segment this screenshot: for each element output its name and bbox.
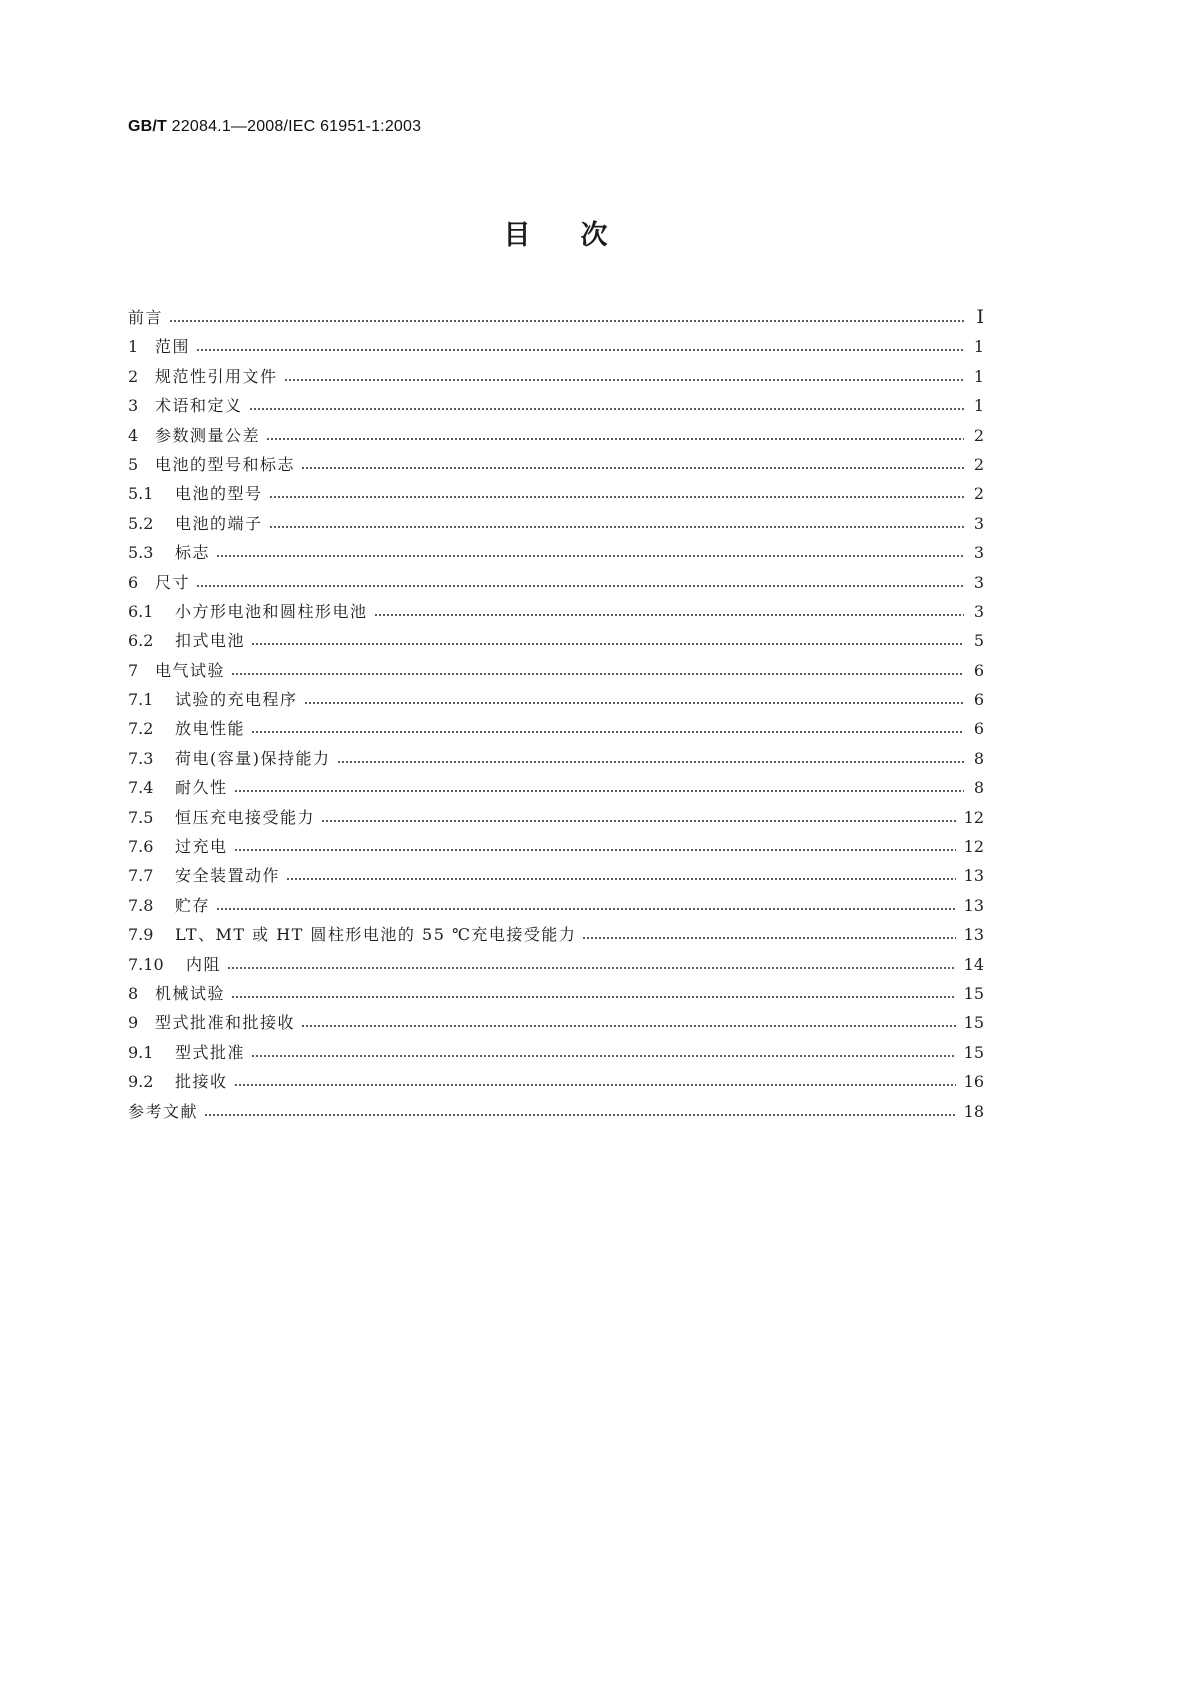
toc-entry[interactable] [128, 362, 984, 391]
toc-entry-page: 1 [973, 366, 984, 386]
toc-entry-number: 7.8 [128, 895, 154, 915]
toc-entry-number: 7.9 [128, 925, 154, 945]
toc-entry-page: 15 [963, 1042, 984, 1062]
toc-entry-title: 型式批准和批接收 [155, 1013, 296, 1033]
toc-entry-page: 13 [963, 925, 984, 945]
toc-entry-page: 12 [963, 807, 984, 827]
toc-entry-title: 荷电(容量)保持能力 [175, 748, 331, 768]
toc-entry-page: 3 [973, 572, 984, 592]
toc-dot-leader [286, 861, 960, 890]
toc-entry-page: 5 [973, 631, 984, 651]
toc-entry-number: 6.2 [128, 631, 154, 651]
toc-entry-page: 3 [973, 513, 984, 533]
toc-entry-number: 2 [128, 366, 139, 386]
toc-entry-page: 8 [973, 778, 984, 798]
toc-entry[interactable] [128, 773, 984, 802]
toc-entry[interactable] [128, 656, 984, 685]
toc-entry-page: 15 [963, 983, 984, 1003]
toc-entry[interactable] [128, 832, 984, 861]
toc-entry-page: 3 [973, 543, 984, 563]
toc-entry-page: 18 [963, 1101, 984, 1121]
toc-entry-title: 参考文献 [128, 1101, 199, 1121]
toc-entry-page: 8 [973, 748, 984, 768]
toc-dot-leader [251, 1038, 960, 1067]
toc-dot-leader [251, 626, 968, 655]
toc-entry[interactable] [128, 1067, 984, 1096]
toc-entry[interactable] [128, 714, 984, 743]
toc-entry-number: 6.1 [128, 601, 154, 621]
toc-entry[interactable] [128, 950, 984, 979]
toc-entry-number: 7.3 [128, 748, 154, 768]
toc-entry[interactable] [128, 744, 984, 773]
toc-dot-leader [231, 656, 968, 685]
toc-entry-page: 15 [963, 1013, 984, 1033]
toc-entry-title: 机械试验 [155, 983, 226, 1003]
toc-entry[interactable] [128, 391, 984, 420]
toc-dot-leader [301, 1008, 960, 1037]
toc-dot-leader [231, 979, 960, 1008]
toc-entry-number: 9 [128, 1013, 139, 1033]
toc-entry-number: 1 [128, 337, 139, 357]
toc-entry[interactable] [128, 421, 984, 450]
toc-entry-number: 7.6 [128, 837, 154, 857]
toc-entry-number: 5.3 [128, 543, 154, 563]
toc-entry-title: 电池的型号和标志 [155, 454, 296, 474]
document-code-number: 22084.1—2008/IEC 61951-1:2003 [167, 118, 422, 135]
toc-entry-number: 5.2 [128, 513, 154, 533]
toc-entry-title: 试验的充电程序 [175, 690, 298, 710]
toc-dot-leader [196, 332, 968, 361]
document-code-prefix: GB/T [128, 118, 168, 135]
toc-entry-title: 耐久性 [175, 778, 228, 798]
toc-entry-title: 规范性引用文件 [155, 366, 278, 386]
toc-entry-number: 5 [128, 454, 139, 474]
toc-entry-number: 8 [128, 983, 139, 1003]
toc-entry-number: 9.1 [128, 1042, 154, 1062]
toc-entry-page: 13 [963, 866, 984, 886]
toc-entry-number: 7.5 [128, 807, 154, 827]
toc-entry[interactable] [128, 509, 984, 538]
toc-entry-title: 电气试验 [155, 660, 226, 680]
toc-entry-title: 参数测量公差 [155, 425, 261, 445]
toc-entry[interactable] [128, 479, 984, 508]
toc-entry[interactable] [128, 450, 984, 479]
toc-dot-leader [227, 950, 960, 979]
toc-entry-page: 12 [963, 837, 984, 857]
toc-dot-leader [582, 920, 959, 949]
toc-entry-page: 14 [963, 954, 984, 974]
toc-entry-number: 5.1 [128, 484, 154, 504]
toc-entry[interactable] [128, 597, 984, 626]
toc-entry-number: 7.1 [128, 690, 154, 710]
toc-entry-number: 7.4 [128, 778, 154, 798]
toc-entry-number: 7 [128, 660, 139, 680]
toc-entry[interactable] [128, 979, 984, 1008]
toc-entry[interactable] [128, 1038, 984, 1067]
toc-entry[interactable] [128, 538, 984, 567]
toc-entry-title: 贮存 [175, 895, 211, 915]
toc-entry-title: 恒压充电接受能力 [175, 807, 316, 827]
toc-entry-number: 7.7 [128, 866, 154, 886]
toc-entry[interactable] [128, 1008, 984, 1037]
toc-entry-title: 批接收 [175, 1072, 228, 1092]
toc-entry[interactable] [128, 303, 984, 332]
toc-entry-title: 电池的端子 [175, 513, 263, 533]
toc-entry-page: 2 [973, 454, 984, 474]
toc-entry-title: LT、MT 或 HT 圆柱形电池的 55 ℃充电接受能力 [175, 925, 577, 945]
toc-entry-number: 6 [128, 572, 139, 592]
toc-entry[interactable] [128, 920, 984, 949]
toc-entry-number: 3 [128, 396, 139, 416]
toc-dot-leader [301, 450, 968, 479]
toc-entry-number: 7.10 [128, 954, 164, 974]
toc-entry-title: 放电性能 [175, 719, 246, 739]
toc-dot-leader [374, 597, 968, 626]
toc-entry-number: 4 [128, 425, 139, 445]
toc-entry-page: 6 [973, 719, 984, 739]
toc-entry-page: 3 [973, 601, 984, 621]
toc-dot-leader [234, 773, 968, 802]
toc-entry-title: 术语和定义 [155, 396, 243, 416]
toc-entry-title: 标志 [175, 543, 211, 563]
toc-entry-title: 内阻 [186, 954, 222, 974]
toc-dot-leader [234, 832, 960, 861]
toc-entry-page: 1 [973, 396, 984, 416]
toc-dot-leader [234, 1067, 960, 1096]
toc-entry[interactable] [128, 1097, 984, 1126]
toc-entry-title: 范围 [155, 337, 191, 357]
toc-dot-leader [169, 303, 968, 332]
toc-dot-leader [269, 509, 968, 538]
toc-entry[interactable] [128, 891, 984, 920]
toc-dot-leader [204, 1097, 960, 1126]
toc-entry-title: 安全装置动作 [175, 866, 281, 886]
toc-entry-title: 扣式电池 [175, 631, 246, 651]
toc-entry-page: 1 [973, 337, 984, 357]
toc-entry[interactable] [128, 568, 984, 597]
toc-entry[interactable] [128, 685, 984, 714]
toc-entry-page: 13 [963, 895, 984, 915]
toc-dot-leader [269, 479, 968, 508]
toc-entry[interactable] [128, 861, 984, 890]
page-title: 目次 [503, 220, 658, 251]
toc-entry-title: 尺寸 [155, 572, 191, 592]
toc-entry[interactable] [128, 332, 984, 361]
toc-dot-leader [284, 362, 968, 391]
toc-entry-title: 前言 [128, 308, 164, 327]
toc-dot-leader [216, 891, 960, 920]
toc-dot-leader [266, 421, 968, 450]
toc-entry[interactable] [128, 626, 984, 655]
toc-entry-title: 型式批准 [175, 1042, 246, 1062]
toc-dot-leader [251, 714, 968, 743]
document-code [128, 118, 421, 136]
toc-dot-leader [196, 568, 968, 597]
toc-dot-leader [321, 803, 960, 832]
toc-dot-leader [304, 685, 968, 714]
toc-entry-number: 9.2 [128, 1072, 154, 1092]
toc-entry-title: 小方形电池和圆柱形电池 [175, 601, 368, 621]
toc-entry-page: I [976, 306, 984, 328]
toc-entry-page: 16 [963, 1072, 984, 1092]
toc-entry-page: 6 [973, 660, 984, 680]
toc-entry[interactable] [128, 803, 984, 832]
toc-entry-title: 过充电 [175, 837, 228, 857]
toc-entry-number: 7.2 [128, 719, 154, 739]
toc-dot-leader [249, 391, 968, 420]
toc-entry-title: 电池的型号 [175, 484, 263, 504]
toc-dot-leader [216, 538, 968, 567]
toc-entry-page: 2 [973, 484, 984, 504]
toc-entry-page: 2 [973, 425, 984, 445]
table-of-contents [128, 303, 984, 1126]
toc-entry-page: 6 [973, 690, 984, 710]
toc-dot-leader [337, 744, 969, 773]
